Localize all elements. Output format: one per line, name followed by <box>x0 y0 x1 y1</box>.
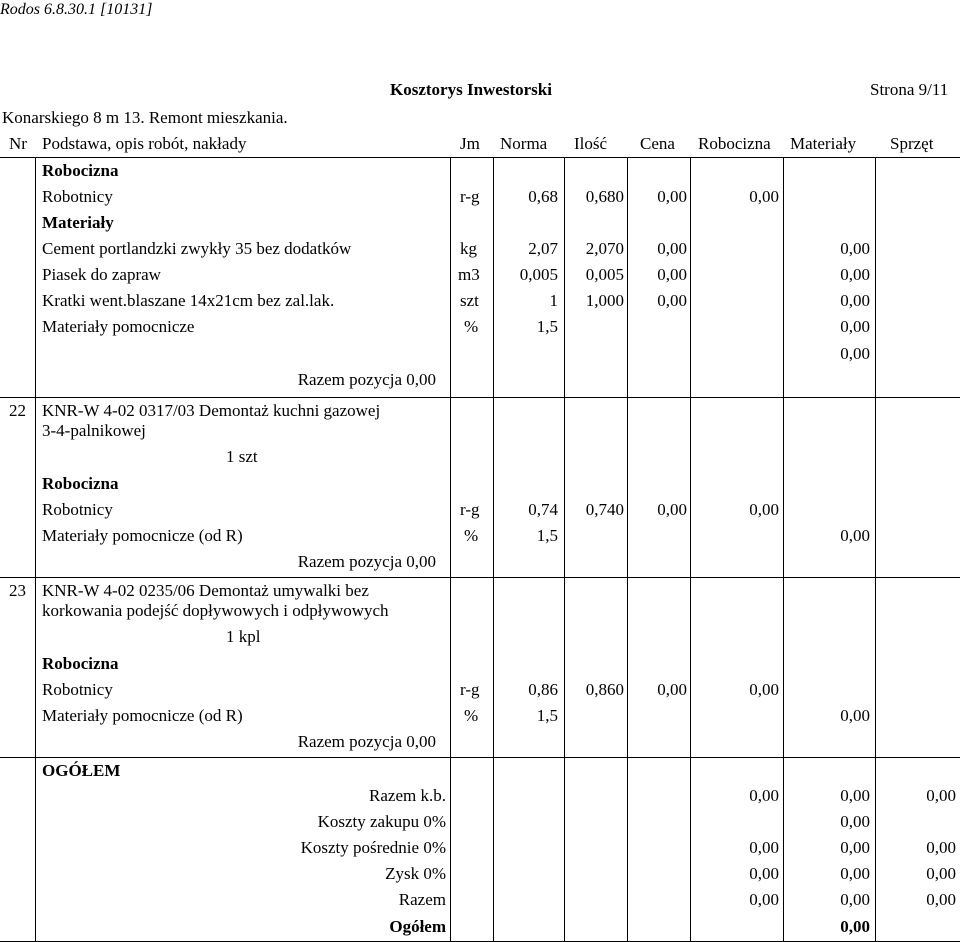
section-label: Materiały <box>42 213 114 232</box>
row-materialy: 0,00 <box>840 526 870 545</box>
row-jm: % <box>464 706 479 725</box>
summary-materialy: 0,00 <box>840 838 870 857</box>
section-label: Robocizna <box>42 474 119 493</box>
summary-materialy: 0,00 <box>840 786 870 805</box>
row-description: Kratki went.blaszane 14x21cm bez zal.lak. <box>42 291 335 310</box>
row-norma: 0,68 <box>528 187 558 206</box>
section-label: Robocizna <box>42 161 119 180</box>
app-version: Rodos 6.8.30.1 [10131] <box>0 1 153 18</box>
materials-subtotal: 0,00 <box>840 344 870 363</box>
item-title: KNR-W 4-02 0235/06 Demontaż umywalki bez <box>42 581 369 600</box>
row-jm: % <box>464 317 479 336</box>
row-norma: 1 <box>549 291 558 310</box>
grid-line <box>450 157 451 942</box>
row-robocizna: 0,00 <box>749 680 779 699</box>
row-cena: 0,00 <box>657 680 687 699</box>
header-rule <box>0 157 960 158</box>
col-ilosc: Ilość <box>574 134 608 153</box>
row-description: Robotnicy <box>42 500 113 519</box>
row-jm: kg <box>460 239 477 258</box>
summary-robocizna: 0,00 <box>749 786 779 805</box>
row-cena: 0,00 <box>657 239 687 258</box>
row-materialy: 0,00 <box>840 265 870 284</box>
item-number: 22 <box>9 401 26 420</box>
item-title: KNR-W 4-02 0317/03 Demontaż kuchni gazowej <box>42 401 381 420</box>
row-cena: 0,00 <box>657 500 687 519</box>
row-norma: 1,5 <box>536 317 558 336</box>
grid-line <box>690 157 691 942</box>
row-robocizna: 0,00 <box>749 187 779 206</box>
summary-materialy: 0,00 <box>840 890 870 909</box>
row-cena: 0,00 <box>657 265 687 284</box>
row-jm: r-g <box>460 680 480 699</box>
row-jm: r-g <box>460 187 480 206</box>
row-norma: 1,5 <box>536 526 558 545</box>
row-description: Materiały pomocnicze (od R) <box>42 706 243 725</box>
document-title: Kosztorys Inwestorski <box>390 80 552 99</box>
row-norma: 0,86 <box>528 680 558 699</box>
row-materialy: 0,00 <box>840 317 870 336</box>
summary-robocizna: 0,00 <box>749 864 779 883</box>
summary-heading: OGÓŁEM <box>42 761 121 780</box>
row-materialy: 0,00 <box>840 706 870 725</box>
summary-materialy: 0,00 <box>840 864 870 883</box>
row-ilosc: 0,860 <box>585 680 624 699</box>
row-ilosc: 2,070 <box>585 239 624 258</box>
summary-sprzet: 0,00 <box>926 890 956 909</box>
row-description: Piasek do zapraw <box>42 265 161 284</box>
row-description: Robotnicy <box>42 187 113 206</box>
col-robocizna: Robocizna <box>698 134 771 153</box>
row-description: Cement portlandzki zwykły 35 bez dodatków <box>42 239 352 258</box>
item-quantity: 1 szt <box>226 447 258 466</box>
row-robocizna: 0,00 <box>749 500 779 519</box>
summary-label: Koszty zakupu 0% <box>317 812 446 831</box>
grid-line <box>875 157 876 942</box>
item-separator <box>0 577 960 578</box>
row-jm: % <box>464 526 479 545</box>
grand-total-value: 0,00 <box>840 917 870 936</box>
row-ilosc: 0,005 <box>585 265 624 284</box>
row-description: Materiały pomocnicze (od R) <box>42 526 243 545</box>
row-materialy: 0,00 <box>840 239 870 258</box>
col-nr: Nr <box>9 134 27 153</box>
section-label: Robocizna <box>42 654 119 673</box>
row-norma: 0,005 <box>519 265 558 284</box>
summary-label: Zysk 0% <box>385 864 446 883</box>
summary-robocizna: 0,00 <box>749 890 779 909</box>
page-number: Strona 9/11 <box>870 80 949 99</box>
summary-robocizna: 0,00 <box>749 838 779 857</box>
item-number: 23 <box>9 581 26 600</box>
col-norma: Norma <box>500 134 548 153</box>
summary-label: Razem k.b. <box>369 786 446 805</box>
row-ilosc: 1,000 <box>585 291 624 310</box>
row-cena: 0,00 <box>657 291 687 310</box>
row-ilosc: 0,680 <box>585 187 624 206</box>
col-cena: Cena <box>640 134 675 153</box>
item-title-continued: 3-4-palnikowej <box>42 421 146 440</box>
summary-sprzet: 0,00 <box>926 838 956 857</box>
row-materialy: 0,00 <box>840 291 870 310</box>
item-total: Razem pozycja 0,00 <box>297 732 436 751</box>
summary-label: Razem <box>398 890 446 909</box>
row-jm: r-g <box>460 500 480 519</box>
col-sprzet: Sprzęt <box>890 134 934 153</box>
summary-sprzet: 0,00 <box>926 864 956 883</box>
row-jm: szt <box>460 291 479 310</box>
row-jm: m3 <box>458 265 480 284</box>
item-separator <box>0 757 960 758</box>
item-total: Razem pozycja 0,00 <box>297 370 436 389</box>
row-norma: 0,74 <box>528 500 558 519</box>
item-title-continued: korkowania podejść dopływowych i odpływowych <box>42 601 389 620</box>
row-cena: 0,00 <box>657 187 687 206</box>
item-total: Razem pozycja 0,00 <box>297 552 436 571</box>
summary-materialy: 0,00 <box>840 812 870 831</box>
item-quantity: 1 kpl <box>226 627 261 646</box>
summary-sprzet: 0,00 <box>926 786 956 805</box>
col-jm: Jm <box>460 134 480 153</box>
project-subtitle: Konarskiego 8 m 13. Remont mieszkania. <box>2 108 288 127</box>
col-materialy: Materiały <box>790 134 857 153</box>
row-norma: 1,5 <box>536 706 558 725</box>
row-description: Robotnicy <box>42 680 113 699</box>
item-separator <box>0 397 960 398</box>
row-description: Materiały pomocnicze <box>42 317 195 336</box>
row-ilosc: 0,740 <box>585 500 624 519</box>
row-norma: 2,07 <box>528 239 558 258</box>
col-description: Podstawa, opis robót, nakłady <box>42 134 247 153</box>
grand-total-label: Ogółem <box>389 917 446 936</box>
summary-label: Koszty pośrednie 0% <box>300 838 446 857</box>
